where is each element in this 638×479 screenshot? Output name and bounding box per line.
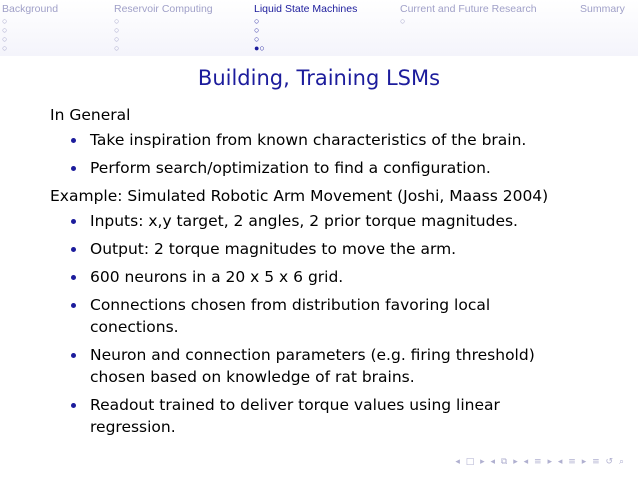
list-item: Neuron and connection parameters (e.g. firing threshold) chosen based on knowledge of rat brains.	[67, 344, 560, 388]
next-slide-icon[interactable]: ▸	[513, 457, 518, 467]
list-item: Readout trained to deliver torque values using linear regression.	[67, 394, 560, 438]
nav-section-label[interactable]: Current and Future Research	[400, 3, 537, 15]
nav-section-summary[interactable]	[580, 3, 625, 16]
back-icon[interactable]: ↺	[605, 457, 614, 467]
general-list	[50, 129, 610, 179]
next-subsection-icon[interactable]: ▸	[547, 457, 552, 467]
nav-dot[interactable]: ○	[2, 16, 8, 26]
nav-dots	[114, 17, 213, 53]
nav-dot[interactable]: ○	[400, 16, 406, 26]
nav-section-background[interactable]	[2, 3, 58, 53]
nav-section-reservoir-computing[interactable]	[114, 3, 213, 53]
next-frame-icon[interactable]: ▸	[480, 457, 485, 467]
beamer-navigation-controls	[452, 457, 624, 467]
nav-section-label[interactable]: Background	[2, 3, 59, 15]
list-item: Take inspiration from known characteristics of the brain.	[67, 129, 560, 151]
nav-dots	[2, 17, 58, 53]
list-item: 600 neurons in a 20 x 5 x 6 grid.	[67, 266, 560, 288]
nav-dot[interactable]: ○	[2, 25, 8, 35]
section-icon[interactable]: ≡	[568, 457, 576, 467]
general-heading: In General	[50, 106, 131, 124]
slide-body	[50, 104, 610, 444]
nav-dot[interactable]: ○	[254, 25, 260, 35]
example-list	[50, 210, 610, 438]
example-heading: Example: Simulated Robotic Arm Movement (Joshi, Maass 2004)	[50, 187, 549, 205]
nav-dot[interactable]: ○	[114, 34, 120, 44]
next-section-icon[interactable]: ▸	[581, 457, 587, 467]
search-icon[interactable]: ⌕	[618, 457, 624, 467]
nav-section-label[interactable]: Liquid State Machines	[254, 3, 358, 15]
list-item: Inputs: x,y target, 2 angles, 2 prior torque magnitudes.	[67, 210, 560, 232]
nav-dot[interactable]: ○	[2, 43, 8, 53]
list-item: Perform search/optimization to find a configuration.	[67, 157, 560, 179]
prev-subsection-icon[interactable]: ◂	[523, 457, 529, 467]
list-item: Connections chosen from distribution favoring local conections.	[67, 294, 560, 338]
nav-dot[interactable]: ○	[254, 16, 260, 26]
nav-dot[interactable]: ○	[2, 34, 8, 44]
nav-dot[interactable]: ○	[114, 25, 120, 35]
nav-section-liquid-state-machines[interactable]	[254, 3, 357, 53]
nav-dot[interactable]: ○	[254, 34, 260, 44]
nav-section-current-and-future-research[interactable]	[400, 3, 537, 26]
prev-section-icon[interactable]: ◂	[557, 457, 563, 467]
slide-title: Building, Training LSMs	[197, 66, 441, 90]
list-item: Output: 2 torque magnitudes to move the arm.	[67, 238, 560, 260]
prev-slide-icon[interactable]: ◂	[490, 457, 496, 467]
nav-dot[interactable]: ○	[114, 16, 120, 26]
nav-section-label[interactable]: Summary	[580, 3, 625, 15]
nav-section-label[interactable]: Reservoir Computing	[114, 3, 213, 15]
nav-dot[interactable]: ○	[114, 43, 120, 53]
subsection-icon[interactable]: ≡	[534, 457, 542, 467]
slide-icon[interactable]: ⧉	[500, 457, 508, 467]
section-navigation-bar	[0, 0, 638, 56]
frame-icon[interactable]: □	[465, 457, 475, 467]
nav-dot-current[interactable]: ●○	[254, 43, 265, 53]
nav-dots	[254, 17, 357, 53]
prev-frame-icon[interactable]: ◂	[455, 457, 460, 467]
align-icon[interactable]: ≡	[592, 457, 600, 467]
nav-dots	[400, 17, 537, 26]
